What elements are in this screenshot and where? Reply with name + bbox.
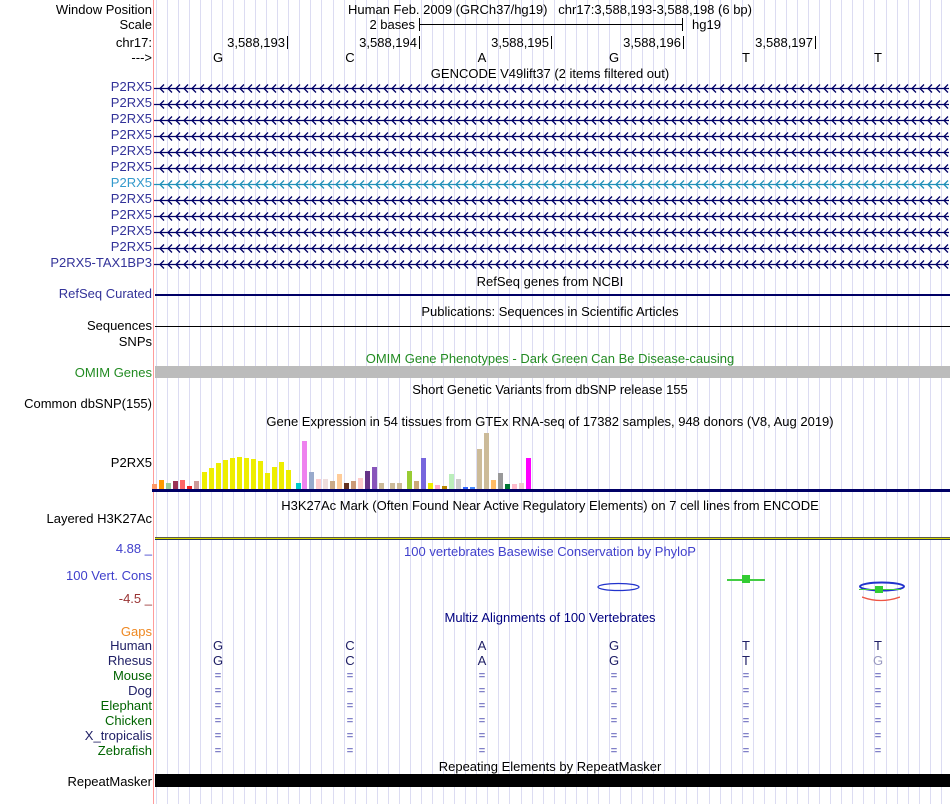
cons-track-title[interactable]: 100 vertebrates Basewise Conservation by PhyloP <box>404 544 696 559</box>
gtex-tissue-bar[interactable] <box>526 458 531 489</box>
alignment-gap-symbol: = <box>610 715 618 727</box>
window-position-value: Human Feb. 2009 (GRCh37/hg19) chr17:3,588,193-3,588,198 (6 bp) <box>348 2 752 17</box>
alignment-gap-symbol: = <box>742 700 750 712</box>
gtex-tissue-bar[interactable] <box>251 459 256 489</box>
alignment-gap-symbol: = <box>478 715 486 727</box>
gtex-tissue-bar[interactable] <box>272 467 277 489</box>
gene-transcript-line[interactable] <box>154 226 949 237</box>
h3k27ac-track-title[interactable]: H3K27Ac Mark (Often Found Near Active Regulatory Elements) on 7 cell lines from ENCODE <box>281 498 819 513</box>
cons-lens-mark <box>597 580 640 590</box>
gtex-tissue-bar[interactable] <box>323 479 328 489</box>
scale-bar-right-tick <box>682 18 683 31</box>
gtex-tissue-bar[interactable] <box>159 480 164 489</box>
gtex-tissue-bar[interactable] <box>358 478 363 489</box>
alignment-gap-symbol: = <box>610 685 618 697</box>
snps-label[interactable]: SNPs <box>118 334 152 349</box>
gtex-baseline <box>152 489 950 492</box>
gene-transcript-line[interactable] <box>154 98 949 109</box>
alignment-gap-symbol: = <box>346 700 354 712</box>
gencode-track-title[interactable]: GENCODE V49lift37 (2 items filtered out) <box>430 66 670 81</box>
gtex-gene-label[interactable]: P2RX5 <box>110 455 152 470</box>
species-label[interactable]: Human <box>110 638 152 653</box>
reference-base-letter: A <box>477 50 487 65</box>
gene-transcript-line[interactable] <box>154 162 949 173</box>
gtex-tissue-bar[interactable] <box>498 473 503 489</box>
gtex-tissue-bar[interactable] <box>330 481 335 489</box>
gtex-tissue-bar[interactable] <box>484 433 489 489</box>
gtex-tissue-bar[interactable] <box>365 471 370 489</box>
alignment-gap-symbol: = <box>478 670 486 682</box>
reference-base-letter: G <box>212 50 224 65</box>
gtex-tissue-bar[interactable] <box>202 472 207 489</box>
alignment-gap-symbol: = <box>874 670 882 682</box>
species-label[interactable]: Elephant <box>100 698 152 713</box>
species-label[interactable]: Mouse <box>112 668 152 683</box>
gtex-tissue-bar[interactable] <box>372 467 377 489</box>
repeatmasker-label[interactable]: RepeatMasker <box>67 774 152 789</box>
scale-label: Scale <box>119 17 152 32</box>
chrom-label: chr17: <box>115 35 152 50</box>
gtex-tissue-bar[interactable] <box>337 474 342 489</box>
reference-base-letter: T <box>742 50 750 65</box>
alignment-base-letter: T <box>742 638 750 653</box>
alignment-gap-symbol: = <box>214 730 222 742</box>
gene-label[interactable]: P2RX5 <box>110 239 152 254</box>
gene-label[interactable]: P2RX5 <box>110 207 152 222</box>
gtex-tissue-bar[interactable] <box>279 462 284 489</box>
alignment-base-letter: G <box>872 653 884 668</box>
gtex-tissue-bar[interactable] <box>258 461 263 489</box>
alignment-base-letter: G <box>212 638 224 653</box>
gene-label[interactable]: P2RX5 <box>110 175 152 190</box>
gene-label[interactable]: P2RX5 <box>110 95 152 110</box>
cons-arc-mark <box>862 592 900 600</box>
species-label[interactable]: Rhesus <box>107 653 152 668</box>
gtex-tissue-bar[interactable] <box>456 479 461 489</box>
alignment-base-letter: C <box>345 638 355 653</box>
alignment-gap-symbol: = <box>346 715 354 727</box>
gene-label[interactable]: P2RX5 <box>110 191 152 206</box>
alignment-gap-symbol: = <box>742 730 750 742</box>
cons-rect-mark <box>742 575 750 583</box>
alignment-base-letter: G <box>212 653 224 668</box>
alignment-gap-symbol: = <box>874 715 882 727</box>
species-label[interactable]: Chicken <box>105 713 152 728</box>
reference-base-letter: G <box>608 50 620 65</box>
gtex-tissue-bar[interactable] <box>286 470 291 489</box>
gtex-tissue-bar[interactable] <box>237 457 242 489</box>
gtex-tissue-bar[interactable] <box>449 474 454 489</box>
ruler-tick-mark <box>287 36 288 49</box>
cons-min-value: -4.5 _ <box>118 591 152 606</box>
alignment-gap-symbol: = <box>742 715 750 727</box>
refseq-track-title[interactable]: RefSeq genes from NCBI <box>476 274 624 289</box>
ruler-coordinate: 3,588,196 <box>623 35 681 50</box>
omim-genes-bar[interactable] <box>155 366 950 378</box>
gene-label[interactable]: P2RX5 <box>110 127 152 142</box>
ruler-coordinate: 3,588,195 <box>491 35 549 50</box>
gene-label[interactable]: P2RX5 <box>110 223 152 238</box>
species-label[interactable]: Zebrafish <box>97 743 152 758</box>
strand-arrow-label: ---> <box>131 50 152 65</box>
layered-h3k27ac-label[interactable]: Layered H3K27Ac <box>46 511 152 526</box>
alignment-gap-symbol: = <box>214 685 222 697</box>
gtex-tissue-bar[interactable] <box>302 441 307 489</box>
gene-transcript-line[interactable] <box>154 82 949 93</box>
gtex-tissue-bar[interactable] <box>407 471 412 489</box>
gtex-tissue-bar[interactable] <box>180 480 185 489</box>
alignment-gap-symbol: = <box>610 745 618 757</box>
gene-transcript-line[interactable] <box>154 210 949 221</box>
alignment-base-letter: T <box>742 653 750 668</box>
gtex-tissue-bar[interactable] <box>491 480 496 489</box>
gene-label[interactable]: P2RX5 <box>110 111 152 126</box>
ruler-tick-mark <box>815 36 816 49</box>
refseq-gene-line[interactable] <box>155 294 950 296</box>
gene-label[interactable]: P2RX5 <box>110 143 152 158</box>
gtex-tissue-bar[interactable] <box>309 472 314 489</box>
ruler-coordinate: 3,588,197 <box>755 35 813 50</box>
alignment-gap-symbol: = <box>610 700 618 712</box>
species-label[interactable]: X_tropicalis <box>84 728 152 743</box>
alignment-gap-symbol: = <box>478 685 486 697</box>
gtex-tissue-bar[interactable] <box>216 463 221 489</box>
refseq-curated-label[interactable]: RefSeq Curated <box>58 286 152 301</box>
species-label[interactable]: Dog <box>128 683 152 698</box>
alignment-gap-symbol: = <box>346 745 354 757</box>
gtex-track-title[interactable]: Gene Expression in 54 tissues from GTEx RNA-seq of 17382 samples, 948 donors (V8, Aug 2019) <box>266 414 834 429</box>
gtex-tissue-bar[interactable] <box>477 449 482 489</box>
alignment-gap-symbol: = <box>874 700 882 712</box>
alignment-gap-symbol: = <box>874 730 882 742</box>
ruler-coordinate: 3,588,194 <box>359 35 417 50</box>
common-dbsnp-label[interactable]: Common dbSNP(155) <box>24 396 152 411</box>
alignment-base-letter: G <box>608 653 620 668</box>
repeatmasker-bar[interactable] <box>155 774 950 787</box>
ruler-tick-mark <box>683 36 684 49</box>
alignment-base-letter: C <box>345 653 355 668</box>
alignment-gap-symbol: = <box>346 670 354 682</box>
ruler-coordinate: 3,588,193 <box>227 35 285 50</box>
cons-max-value: 4.88 _ <box>115 541 152 556</box>
reference-base-letter: C <box>345 50 355 65</box>
gene-transcript-line[interactable] <box>154 130 949 141</box>
alignment-gap-symbol: = <box>214 700 222 712</box>
gtex-tissue-bar[interactable] <box>316 479 321 489</box>
publications-track-title[interactable]: Publications: Sequences in Scientific Articles <box>421 304 679 319</box>
gene-transcript-line[interactable] <box>154 242 949 253</box>
gtex-tissue-bar[interactable] <box>265 473 270 489</box>
alignment-gap-symbol: = <box>742 685 750 697</box>
gtex-tissue-bar[interactable] <box>209 468 214 489</box>
gene-transcript-line[interactable] <box>154 258 949 269</box>
alignment-gap-symbol: = <box>610 670 618 682</box>
alignment-gap-symbol: = <box>346 730 354 742</box>
gtex-tissue-bar[interactable] <box>194 481 199 489</box>
scale-bar <box>419 24 683 25</box>
gene-transcript-line[interactable] <box>154 178 949 189</box>
gaps-label[interactable]: Gaps <box>120 624 152 639</box>
alignment-gap-symbol: = <box>214 745 222 757</box>
gtex-tissue-bar[interactable] <box>414 481 419 489</box>
alignment-gap-symbol: = <box>742 745 750 757</box>
gene-transcript-line[interactable] <box>154 146 949 157</box>
alignment-gap-symbol: = <box>214 670 222 682</box>
omim-track-title[interactable]: OMIM Gene Phenotypes - Dark Green Can Be Disease-causing <box>365 351 735 366</box>
alignment-gap-symbol: = <box>742 670 750 682</box>
alignment-gap-symbol: = <box>214 715 222 727</box>
sequences-line[interactable] <box>155 326 950 327</box>
alignment-gap-symbol: = <box>874 745 882 757</box>
assembly-name: hg19 <box>692 17 721 32</box>
alignment-gap-symbol: = <box>478 745 486 757</box>
reference-base-letter: T <box>874 50 882 65</box>
alignment-base-letter: A <box>477 653 487 668</box>
ruler-tick-mark <box>551 36 552 49</box>
h3k27ac-baseline <box>155 537 950 540</box>
gtex-tissue-bar[interactable] <box>351 481 356 489</box>
gene-label[interactable]: P2RX5-TAX1BP3 <box>50 255 152 270</box>
gtex-tissue-bar[interactable] <box>230 458 235 489</box>
dbsnp-track-title[interactable]: Short Genetic Variants from dbSNP release 155 <box>412 382 688 397</box>
alignment-gap-symbol: = <box>874 685 882 697</box>
alignment-base-letter: A <box>477 638 487 653</box>
repeatmasker-track-title[interactable]: Repeating Elements by RepeatMasker <box>438 759 662 774</box>
gtex-tissue-bar[interactable] <box>244 458 249 489</box>
gene-transcript-line[interactable] <box>154 114 949 125</box>
ruler-tick-mark <box>419 36 420 49</box>
alignment-gap-symbol: = <box>478 700 486 712</box>
alignment-gap-symbol: = <box>346 685 354 697</box>
omim-genes-label[interactable]: OMIM Genes <box>74 365 152 380</box>
gtex-tissue-bar[interactable] <box>421 458 426 489</box>
gene-label[interactable]: P2RX5 <box>110 79 152 94</box>
scale-bases-text: 2 bases <box>369 17 415 32</box>
scale-bar-left-tick <box>419 18 420 31</box>
gene-label[interactable]: P2RX5 <box>110 159 152 174</box>
multiz-track-title[interactable]: Multiz Alignments of 100 Vertebrates <box>444 610 656 625</box>
alignment-base-letter: G <box>608 638 620 653</box>
cons-track-label[interactable]: 100 Vert. Cons <box>66 568 152 583</box>
gene-transcript-line[interactable] <box>154 194 949 205</box>
alignment-gap-symbol: = <box>610 730 618 742</box>
window-position-label: Window Position <box>55 2 152 17</box>
gtex-tissue-bar[interactable] <box>173 481 178 489</box>
alignment-gap-symbol: = <box>478 730 486 742</box>
alignment-base-letter: T <box>874 638 882 653</box>
gtex-tissue-bar[interactable] <box>223 460 228 489</box>
sequences-label[interactable]: Sequences <box>86 318 152 333</box>
